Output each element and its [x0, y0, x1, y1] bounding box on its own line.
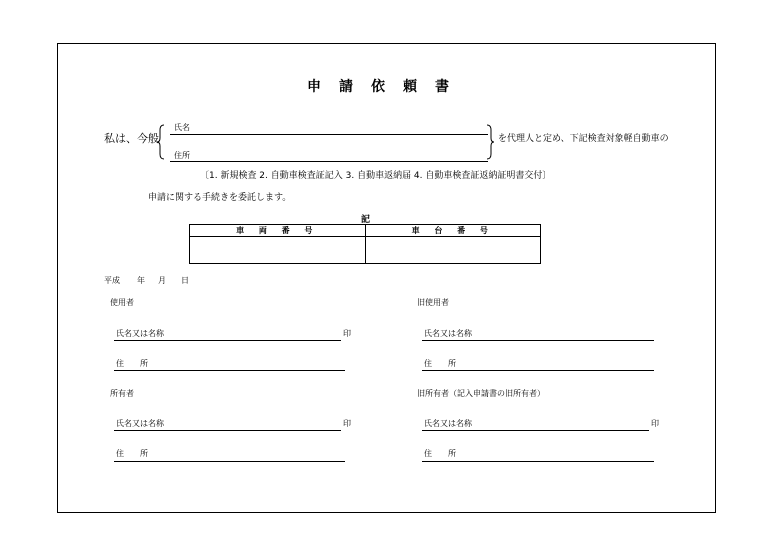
chassis-number-cell[interactable] [365, 237, 541, 264]
owner-name-label: 氏名又は名称 [116, 419, 164, 428]
owner-address-line[interactable] [114, 461, 345, 462]
vehicle-table [189, 224, 541, 264]
former-user-name-label: 氏名又は名称 [424, 329, 472, 338]
user-seal: 印 [343, 329, 351, 338]
intro-prefix: 私は、今般 [104, 132, 159, 145]
date-day: 日 [181, 276, 189, 285]
owner-seal: 印 [343, 419, 351, 428]
delegation-text: 申請に関する手続きを委託します。 [148, 193, 292, 203]
page-title: 申請依頼書 [307, 79, 467, 95]
user-heading: 使用者 [110, 298, 134, 307]
agent-name-label: 氏名 [174, 123, 190, 132]
owner-heading: 所有者 [110, 389, 134, 398]
agent-address-line[interactable] [170, 161, 488, 162]
former-user-address-line[interactable] [422, 370, 654, 371]
owner-address-label: 住 所 [116, 449, 148, 458]
date-year: 年 [137, 276, 145, 285]
user-name-line[interactable] [114, 340, 341, 341]
former-user-address-label: 住 所 [424, 359, 456, 368]
former-owner-name-line[interactable] [422, 430, 649, 431]
user-address-line[interactable] [114, 370, 345, 371]
vehicle-number-cell[interactable] [190, 237, 366, 264]
vehicle-number-header: 車 両 番 号 [190, 225, 366, 237]
ki-heading: 記 [361, 215, 371, 225]
former-user-heading: 旧使用者 [417, 298, 449, 307]
user-address-label: 住 所 [116, 359, 148, 368]
agent-name-line[interactable] [170, 134, 488, 135]
former-user-name-line[interactable] [422, 340, 654, 341]
document-frame [57, 43, 716, 513]
intro-suffix: を代理人と定め、下記検査対象軽自動車の [498, 134, 669, 144]
former-owner-address-line[interactable] [422, 461, 654, 462]
agent-address-label: 住所 [174, 151, 190, 160]
former-owner-seal: 印 [651, 419, 659, 428]
chassis-number-header: 車 台 番 号 [365, 225, 541, 237]
left-brace [157, 124, 165, 160]
former-owner-name-label: 氏名又は名称 [424, 419, 472, 428]
right-brace [486, 124, 494, 160]
procedure-list: 〔1. 新規検査 2. 自動車検査証記入 3. 自動車返納届 4. 自動車検査証返納証明書交付〕 [200, 171, 552, 181]
user-name-label: 氏名又は名称 [116, 329, 164, 338]
date-month: 月 [158, 276, 166, 285]
former-owner-heading: 旧所有者（記入申請書の旧所有者） [417, 389, 545, 398]
former-owner-address-label: 住 所 [424, 449, 456, 458]
owner-name-line[interactable] [114, 430, 341, 431]
date-era: 平成 [104, 276, 120, 285]
